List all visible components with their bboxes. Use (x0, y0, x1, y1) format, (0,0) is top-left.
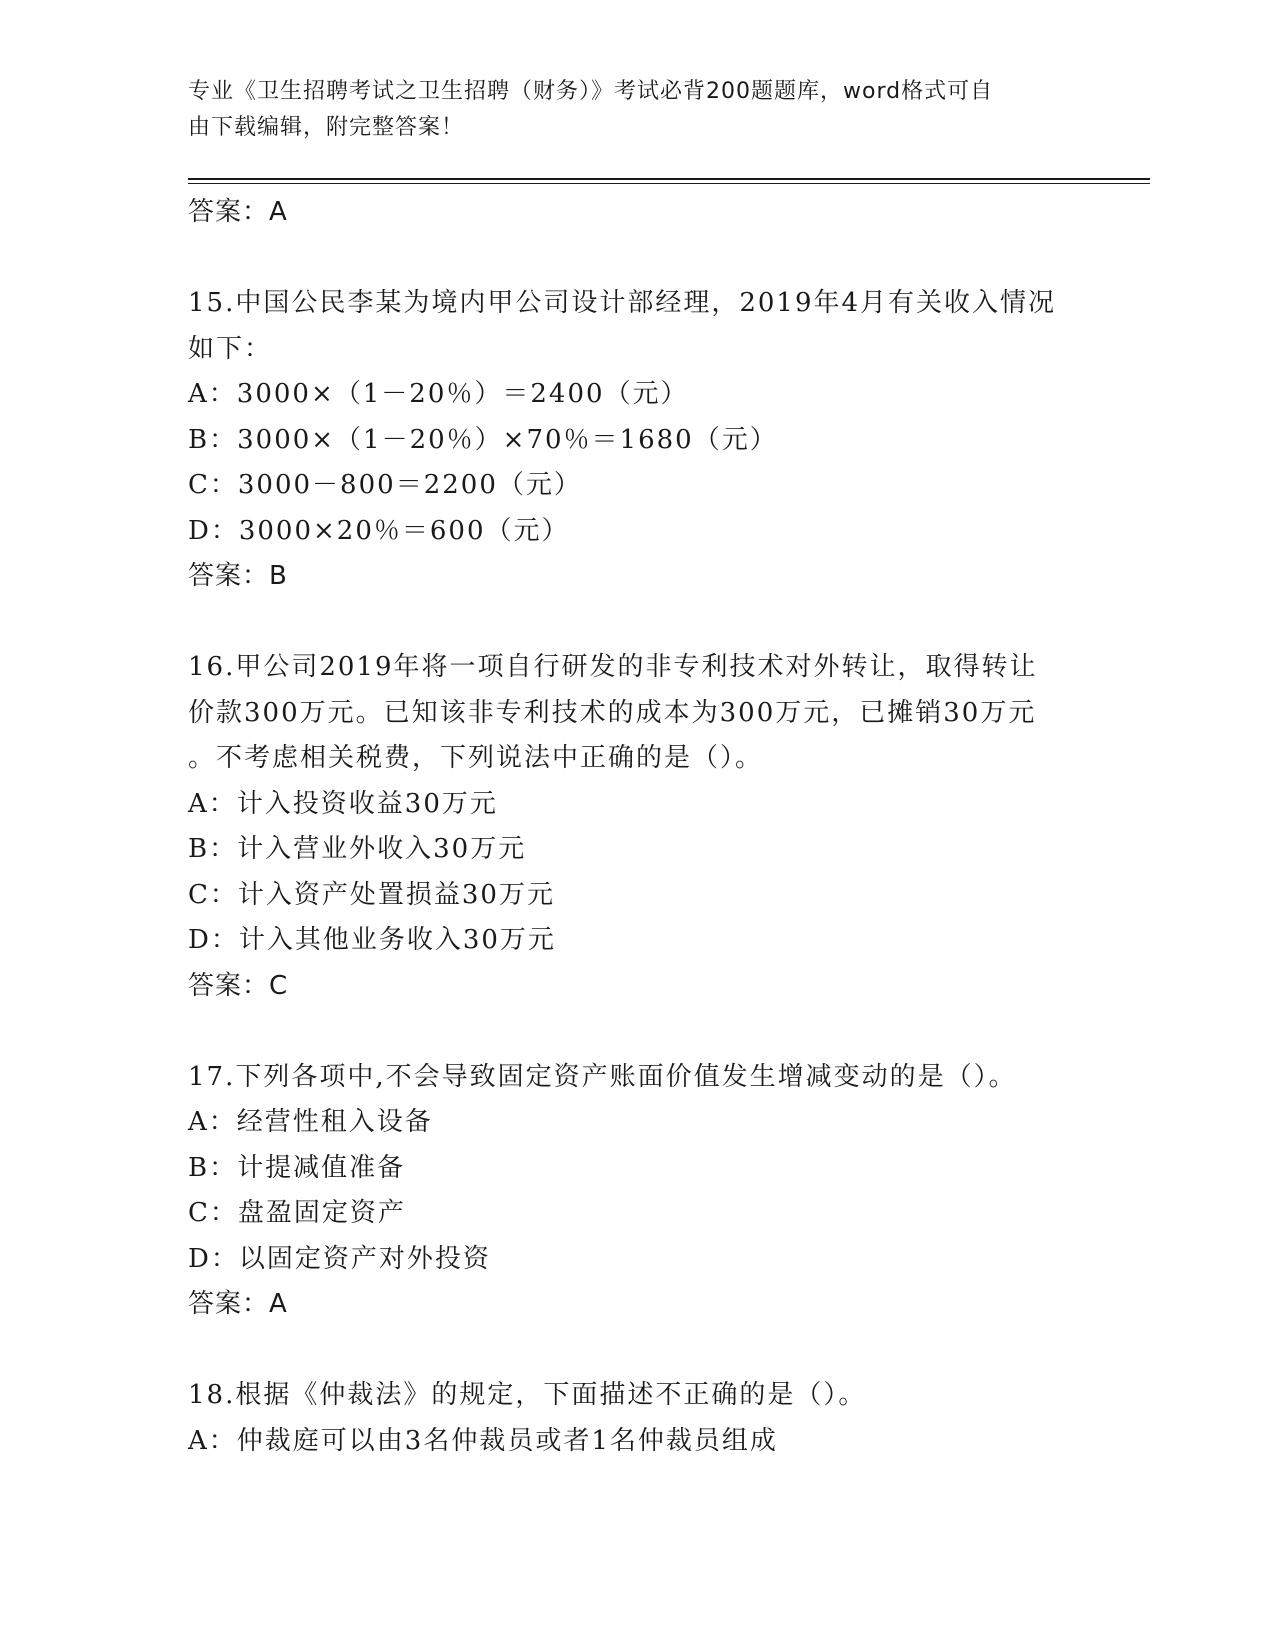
question-18-option-a: A：仲裁庭可以由3名仲裁员或者1名仲裁员组成 (188, 1425, 778, 1456)
question-17-option-c: C：盘盈固定资产 (188, 1198, 406, 1228)
question-list (188, 190, 1088, 1464)
question-17-stem-line-1: 17.下列各项中,不会导致固定资产账面价值发生增减变动的是（）。 (188, 1061, 1017, 1092)
question-16-option-d: D：计入其他业务收入30万元 (188, 925, 556, 955)
question-15-stem-line-1: 15.中国公民李某为境内甲公司设计部经理，2019年4月有关收入情况 (188, 288, 1057, 318)
question-17-answer: 答案：A (188, 1289, 288, 1319)
question-17-option-a: A：经营性租入设备 (188, 1107, 433, 1137)
question-15-option-c: C：3000－800＝2200（元） (188, 470, 582, 500)
question-16 (188, 645, 1088, 1009)
question-16-stem-line-2: 价款300万元。已知该非专利技术的成本为300万元，已摊销30万元 (188, 697, 1037, 728)
question-15 (188, 281, 1088, 600)
header-rule-thick (188, 178, 1150, 180)
question-15-option-d: D：3000×20％＝600（元） (188, 515, 570, 546)
header-rule-thin (188, 183, 1150, 184)
question-16-option-a: A：计入投资收益30万元 (188, 788, 498, 819)
question-16-answer: 答案：C (188, 970, 289, 1001)
answer-14: 答案：A (188, 197, 288, 227)
question-15-option-b: B：3000×（1－20％）×70％＝1680（元） (188, 424, 778, 455)
question-18-stem-line-1: 18.根据《仲裁法》的规定，下面描述不正确的是（）。 (188, 1380, 867, 1410)
question-17-option-b: B：计提减值准备 (188, 1152, 406, 1183)
question-16-option-c: C：计入资产处置损益30万元 (188, 879, 555, 910)
question-18 (188, 1373, 1088, 1464)
document-header (188, 74, 1068, 146)
question-15-stem-line-2: 如下： (188, 333, 273, 364)
question-16-stem-line-1: 16.甲公司2019年将一项自行研发的非专利技术对外转让，取得转让 (188, 652, 1038, 682)
question-16-stem-line-3: 。不考虑相关税费，下列说法中正确的是（）。 (188, 743, 764, 773)
question-17-option-d: D：以固定资产对外投资 (188, 1243, 491, 1274)
header-line-2: 由下载编辑，附完整答案！ (188, 115, 465, 140)
question-16-option-b: B：计入营业外收入30万元 (188, 834, 527, 864)
header-line-1: 专业《卫生招聘考试之卫生招聘（财务）》考试必背200题题库，word格式可自 (188, 79, 994, 104)
question-17 (188, 1055, 1088, 1328)
question-15-option-a: A：3000×（1－20％）＝2400（元） (188, 379, 689, 409)
question-15-answer: 答案：B (188, 561, 288, 591)
